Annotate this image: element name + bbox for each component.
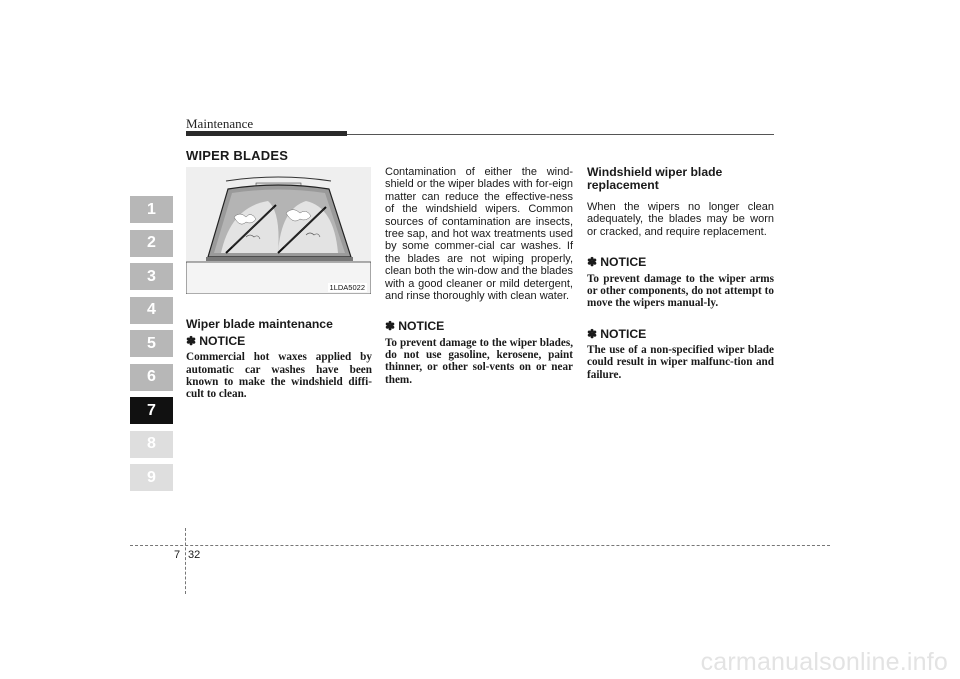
column-2 bbox=[385, 166, 573, 386]
notice-text: To prevent damage to the wiper arms or other components, do not attempt to move the wipers manual-ly. bbox=[587, 272, 774, 310]
notice-label: NOTICE bbox=[600, 255, 647, 270]
notice-heading bbox=[587, 328, 774, 340]
footer-vertical-divider bbox=[185, 528, 186, 594]
figure-windshield bbox=[186, 167, 371, 294]
notice-star-icon: ✽ bbox=[587, 326, 598, 341]
notice-text: The use of a non-specified wiper blade could result in wiper malfunc-tion and failure. bbox=[587, 343, 774, 381]
header-rule-thin bbox=[347, 134, 774, 135]
notice-heading bbox=[186, 335, 372, 347]
notice-heading bbox=[385, 320, 573, 332]
subheading-replacement: Windshield wiper blade replacement bbox=[587, 165, 723, 192]
watermark-text: carmanualsonline.info bbox=[700, 648, 948, 676]
footer-chapter-number: 7 bbox=[174, 549, 181, 561]
chapter-tab-5[interactable]: 5 bbox=[130, 330, 173, 357]
notice-text: Commercial hot waxes applied by automatic car washes have been known to make the windshield diffi-cult to clean. bbox=[186, 351, 372, 401]
notice-label: NOTICE bbox=[398, 319, 445, 334]
column-1 bbox=[186, 318, 372, 401]
chapter-tab-6[interactable]: 6 bbox=[130, 364, 173, 391]
notice-label: NOTICE bbox=[199, 334, 246, 348]
notice-star-icon: ✽ bbox=[385, 319, 396, 334]
footer-divider bbox=[130, 545, 830, 546]
chapter-tab-8[interactable]: 8 bbox=[130, 431, 173, 458]
footer-page-number: 32 bbox=[188, 549, 201, 561]
chapter-tab-3[interactable]: 3 bbox=[130, 263, 173, 290]
chapter-tabs bbox=[130, 196, 173, 498]
chapter-tab-9[interactable]: 9 bbox=[130, 464, 173, 491]
notice-label: NOTICE bbox=[600, 326, 647, 341]
chapter-tab-2[interactable]: 2 bbox=[130, 230, 173, 257]
subheading-wiper-maintenance: Wiper blade maintenance bbox=[186, 317, 333, 331]
notice-star-icon: ✽ bbox=[186, 334, 197, 348]
column-3 bbox=[587, 166, 774, 381]
notice-heading bbox=[587, 256, 774, 268]
windshield-wipers-icon bbox=[186, 167, 371, 294]
header-rule-thick bbox=[186, 131, 347, 136]
notice-star-icon: ✽ bbox=[587, 255, 598, 270]
chapter-tab-4[interactable]: 4 bbox=[130, 297, 173, 324]
chapter-tab-1[interactable]: 1 bbox=[130, 196, 173, 223]
page-heading: WIPER BLADES bbox=[186, 148, 289, 163]
body-paragraph: Contamination of either the wind-shield or the wiper blades with for-eign matter can reduce the effective-ness of the windshield wipers. Common sources of contamination are insects, tree sap, and hot wax treatments used by some commer-cial car washes. If the blades are not wiping properly, clean both the win-dow and the blades with a good cleaner or mild detergent, and rinse thoroughly with clean water. bbox=[385, 166, 573, 303]
header-section-title: Maintenance bbox=[186, 116, 254, 131]
chapter-tab-7-active[interactable]: 7 bbox=[130, 397, 173, 424]
body-paragraph: When the wipers no longer clean adequately, the blades may be worn or cracked, and require replacement. bbox=[587, 201, 774, 238]
figure-code: 1LDA5022 bbox=[329, 283, 365, 292]
notice-text: To prevent damage to the wiper blades, do not use gasoline, kerosene, paint thinner, or other sol-vents on or near them. bbox=[385, 336, 573, 386]
